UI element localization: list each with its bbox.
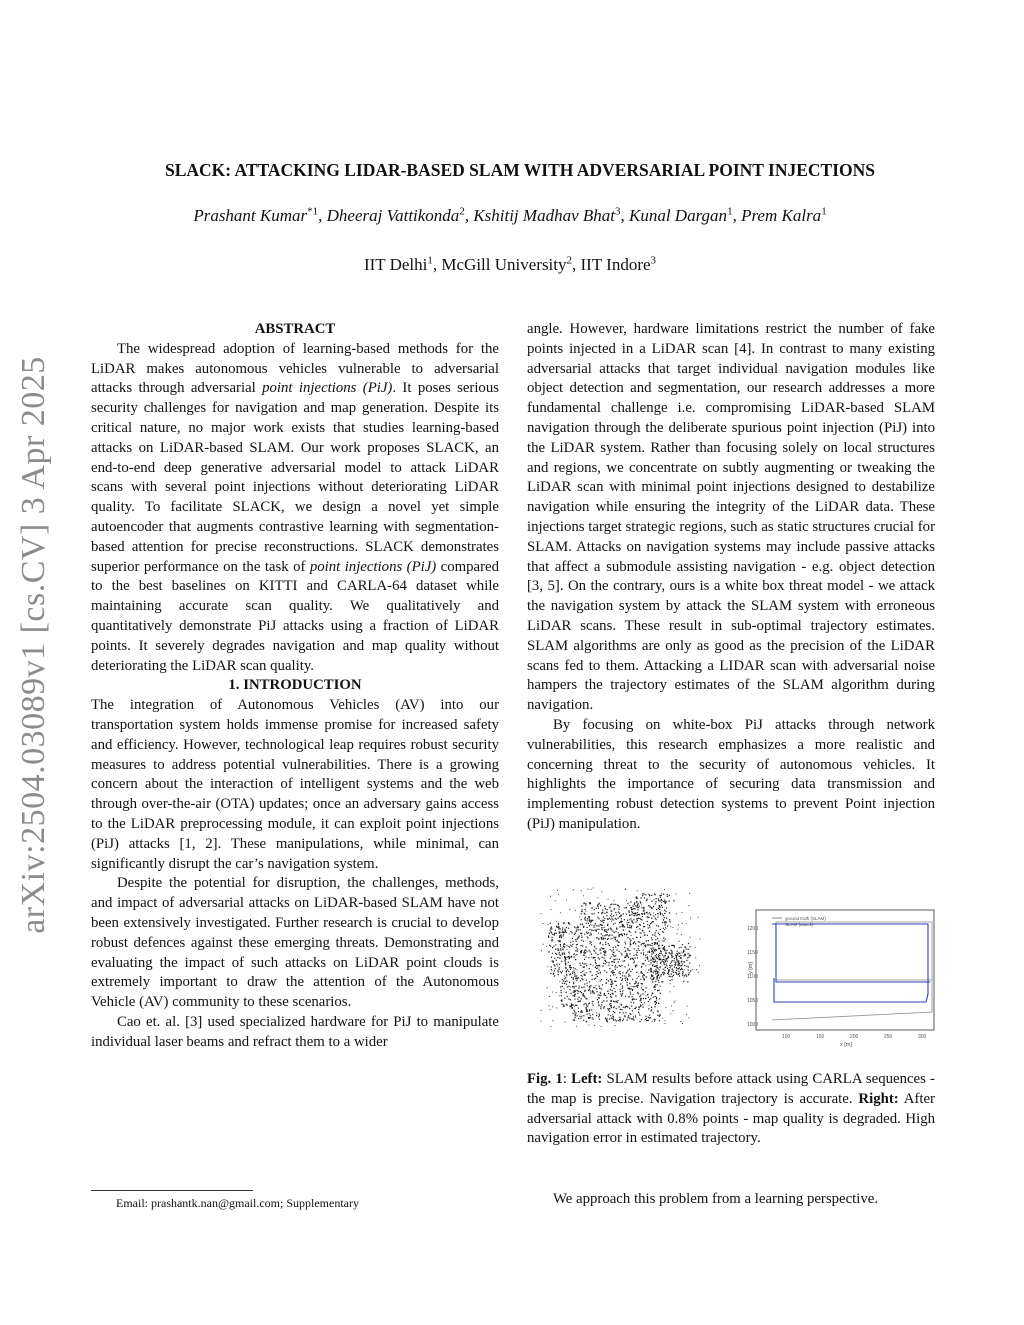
x-tick: 200: [850, 1034, 859, 1040]
caption-right-text: After adversarial attack with 0.8% points - map quality is degraded. High navigation error in estimated trajectory.: [527, 1090, 935, 1147]
author-sup: 1: [821, 205, 827, 218]
affiliation-sup: 1: [427, 254, 433, 267]
right-column: [527, 320, 935, 835]
left-column: [91, 320, 499, 1052]
abstract-text-part: compared to the best baselines on KITTI and CARLA-64 dataset while maintaining accurate scan quality. We qualitatively and quantitatively demonstrate PiJ attacks using a fraction of LiDAR points. It severely degrades navigation and map quality without deteriorating the LiDAR scan quality.: [91, 558, 499, 674]
affiliation: IIT Indore: [580, 255, 651, 274]
arxiv-id: arXiv:2504.03089v1 [cs.CV] 3 Apr 2025: [15, 356, 52, 934]
attack-trajectory: [774, 924, 930, 1002]
author: Kunal Dargan: [628, 206, 728, 225]
affiliation-list: IIT Delhi$^1$, McGill University$^2$, IIT Indore$^3$: [363, 254, 657, 274]
abstract-heading: ABSTRACT: [254, 321, 336, 337]
y-tick: 1100: [747, 974, 758, 980]
abstract-text: [91, 340, 499, 677]
x-tick: 150: [816, 1034, 825, 1040]
abstract-text-part: The widespread adoption of learning-based methods for the LiDAR makes autonomous vehicles vulnerable to adversarial attacks through adversarial: [91, 340, 499, 397]
intro-paragraph-3: Cao et. al. [3] used specialized hardware for PiJ to manipulate individual laser beams and refract them to a wider: [91, 1013, 499, 1050]
author-sup: 1: [727, 205, 733, 218]
point-cloud-points: [541, 888, 701, 1028]
figure-1-caption: [527, 1070, 935, 1149]
author-sup: 2: [459, 205, 465, 218]
x-tick: 100: [782, 1034, 791, 1040]
legend-label-ground-truth: ground truth (SLAM): [785, 916, 826, 921]
right-paragraph-2: By focusing on white-box PiJ attacks through network vulnerabilities, this research emphasizes a more realistic and concerning threat to the security of autonomous vehicles. It highlights the importance of securing data transmission and implementing robust detection systems to prevent Point injection (PiJ) manipulation.: [527, 716, 935, 832]
author: Kshitij Madhav Bhat: [473, 206, 615, 225]
abstract-emphasis: point injections (PiJ): [262, 380, 393, 397]
abstract-text-part: . It poses serious security challenges for navigation and map generation. Despite its critical nature, no major work exists that studies learning-based attacks on LiDAR-based SLAM. Our work proposes SLACK, an end-to-end deep generative adversarial model to attack LiDAR scans with several point injections without deteriorating LiDAR quality. To facilitate SLACK, we design a novel yet simple autoencoder that augments contrastive learning with segmentation-based attention for precise reconstructions. SLACK demonstrates superior performance on the task of: [91, 380, 499, 575]
paper-title: SLACK: ATTACKING LIDAR-BASED SLAM WITH ADVERSARIAL POINT INJECTIONS: [164, 160, 876, 180]
caption-right-label: Right:: [858, 1090, 899, 1107]
x-axis-label: x [m]: [840, 1042, 852, 1048]
author: Dheeraj Vattikonda: [326, 206, 460, 225]
trajectory-plot: [747, 910, 934, 1048]
y-tick: 1150: [747, 950, 758, 956]
intro-paragraph-1: The integration of Autonomous Vehicles (AV) into our transportation system holds immense promise for increased safety and efficiency. However, technological leap requires robust security measures to address potential vulnerabilities. There is a growing concern about the interaction of intelligent systems and the web through over-the-air (OTA) updates; once an adversary gains access to the LiDAR preprocessing module, it can exploit point injections (PiJ) attacks [1, 2]. These manipulations, while minimal, can significantly disrupt the car’s navigation system.: [91, 697, 499, 872]
affiliation: McGill University: [441, 255, 567, 274]
figure-1-graphics: [540, 882, 940, 1052]
author-sup: 3: [614, 205, 621, 218]
arxiv-sidebar-stamp: [2, 356, 66, 934]
y-tick: 1200: [747, 926, 759, 932]
y-tick: 1050: [747, 998, 759, 1004]
x-ticks: [782, 1034, 927, 1040]
affiliation: IIT Delhi: [363, 255, 428, 274]
legend-label-attack: SLAM (attack): [785, 922, 814, 927]
author: Prashant Kumar: [193, 206, 308, 225]
y-ticks: [747, 926, 758, 1028]
x-tick: 300: [918, 1034, 927, 1040]
right-paragraph-1: angle. However, hardware limitations restrict the number of fake points injected in a LiDAR scan [4]. In contrast to many existing adversarial attacks that target individual navigation modules like object detection and segmentation, our research addresses a more fundamental challenge i.e. compromising LiDAR-based SLAM navigation through the deliberate spurious point injection (PiJ) into the LiDAR system. Rather than focusing solely on local structures and regions, we concentrate on subtly augmenting or tweaking the LiDAR scan with minimal point injections designed to destabilize navigation while ensuring the integrity of the LiDAR data. These injections target strategic regions, such as static structures crucial for SLAM. Attacks on navigation systems may include passive attacks that affect a submodule assisting navigation - e.g. object detection [3, 5]. On the contrary, ours is a white box threat model - we attack the navigation system by attack the SLAM system with erroneous LiDAR scans. These result in sub-optimal trajectory estimates. SLAM algorithms are only as good as the precision of the LiDAR scans fed to them. Attacking a LIDAR scan with adversarial noise hampers the trajectory estimates of the SLAM algorithm during navigation.: [527, 321, 935, 714]
slam-map-image: [541, 888, 701, 1028]
plot-frame: [756, 910, 934, 1030]
y-axis-label: y [m]: [748, 962, 754, 974]
abstract-emphasis: point injections (PiJ): [309, 558, 437, 575]
plot-legend: [772, 916, 826, 927]
figure-1: [540, 882, 940, 1052]
y-tick: 1000: [747, 1022, 759, 1028]
affiliation-sup: 3: [650, 254, 657, 267]
right-paragraph-3: We approach this problem from a learning perspective.: [553, 1191, 879, 1207]
caption-left-text: SLAM results before attack using CARLA sequences - the map is precise. Navigation trajectory is accurate.: [527, 1071, 935, 1107]
author: Prem Kalra: [741, 206, 822, 225]
section-heading-introduction: 1. INTRODUCTION: [228, 677, 362, 694]
x-tick: 250: [884, 1034, 893, 1040]
author-sup: *1: [307, 205, 319, 218]
caption-separator: :: [562, 1071, 572, 1087]
caption-label: Fig. 1: [527, 1071, 563, 1087]
ground-truth-trajectory: [772, 922, 932, 1020]
affiliation-sup: 2: [566, 254, 573, 267]
author-list: Prashant Kumar$^{*1}$, Dheeraj Vattikonda$^2$, Kshitij Madhav Bhat$^3$, Kunal Dargan$^1$, Prem Kalra$^1$: [193, 205, 827, 225]
intro-paragraph-2: Despite the potential for disruption, the challenges, methods, and impact of adversarial attacks on LiDAR-based SLAM have not been extensively investigated. Further research is crucial to develop robust defences against these emerging threats. Demonstrating and evaluating the impact of such attacks on LiDAR point clouds is extremely important to draw the attention of the Autonomous Vehicle (AV) community to these scenarios.: [91, 875, 499, 1011]
footnote: Email: prashantk.nan@gmail.com; Supplementary: [116, 1196, 359, 1210]
caption-left-label: Left:: [571, 1071, 603, 1087]
footnote-rule: [91, 1190, 253, 1191]
